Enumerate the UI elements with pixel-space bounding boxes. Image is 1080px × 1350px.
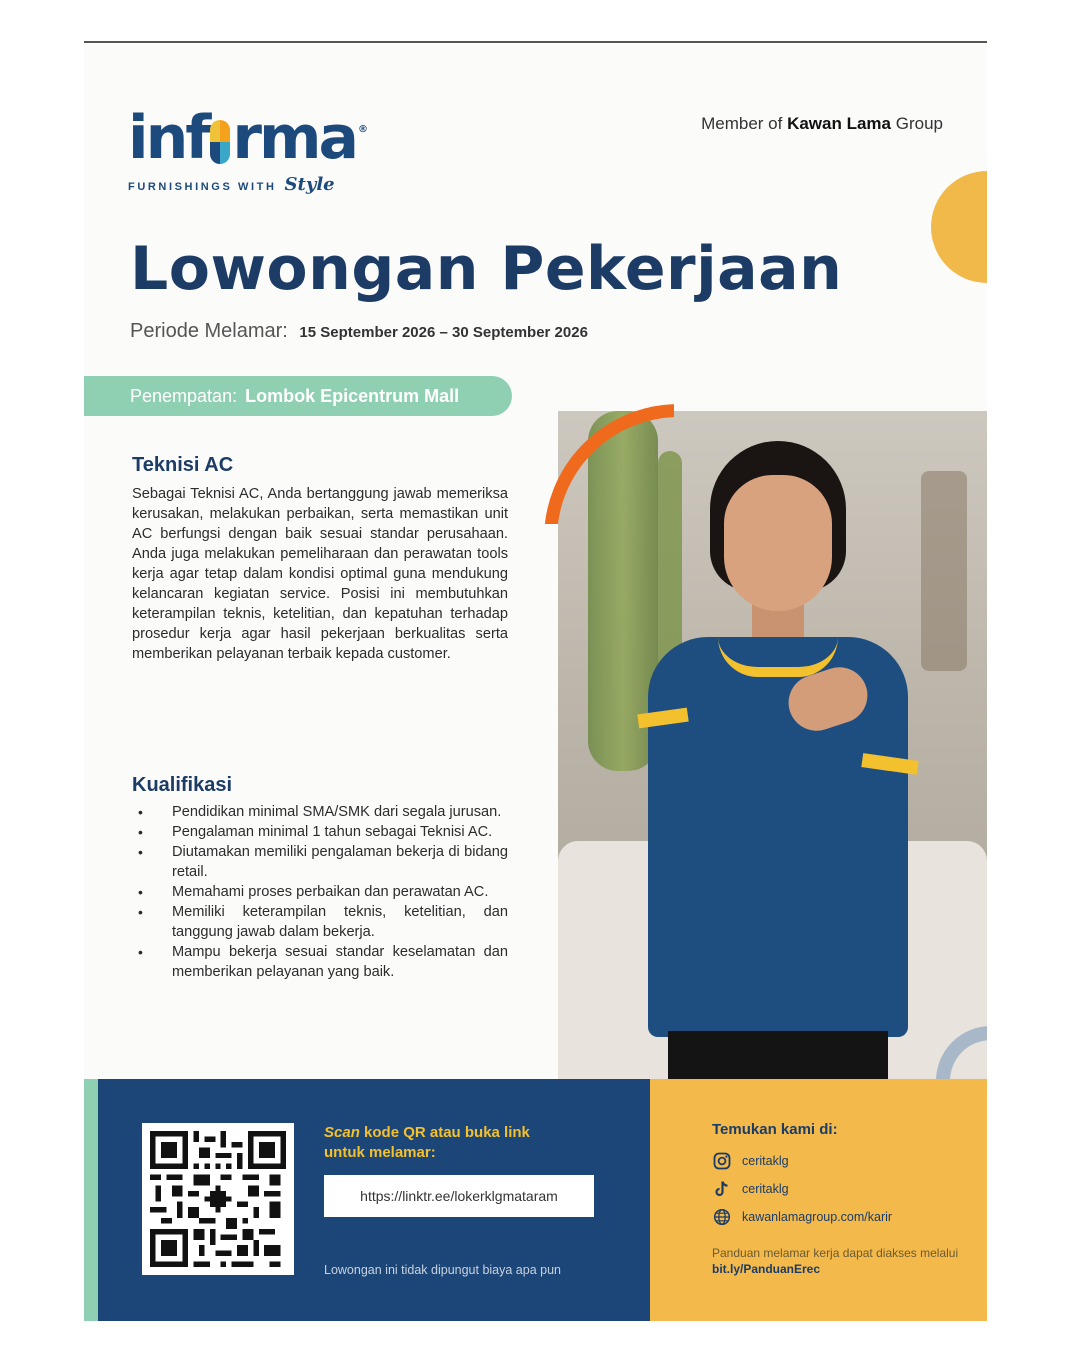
bullet: • [138,844,143,860]
qualification-item [132,882,508,902]
job-poster [84,44,987,1321]
informa-logo [128,100,368,195]
guide-text: Panduan melamar kerja dapat diakses melalui [712,1246,959,1260]
placement-label: Penempatan: [130,385,238,406]
scan-rest: kode QR atau buka link untuk melamar: [324,1124,530,1161]
figure-pants [668,1031,888,1079]
logo-o-mark [210,120,230,164]
globe-icon [712,1207,732,1227]
qr-code[interactable] [142,1123,294,1275]
free-of-charge-note: Lowongan ini tidak dipungut biaya apa pun [324,1263,561,1277]
qualification-text: Pengalaman minimal 1 tahun sebagai Teknisi AC. [172,824,493,840]
job-title: Teknisi AC [132,454,234,476]
qualification-item [132,822,508,842]
qualification-item [132,842,508,882]
qualification-item [132,802,508,822]
qualifications-list [132,802,508,982]
logo-text-part1: inf [128,103,209,173]
application-period [130,320,588,343]
qualification-text: Pendidikan minimal SMA/SMK dari segala jurusan. [172,804,502,820]
logo-tagline: FURNISHINGS WITH [128,181,277,193]
tiktok-handle: ceritaklg [742,1182,789,1196]
footer [84,1079,987,1321]
placement-value: Lombok Epicentrum Mall [245,385,460,406]
footer-social-panel [650,1079,987,1321]
footer-apply-panel [98,1079,650,1321]
instagram-icon [712,1151,732,1171]
bullet: • [138,884,143,900]
figure-uniform [648,637,908,1037]
page-title: Lowongan Pekerjaan [130,234,843,304]
yellow-half-circle-decoration [931,171,987,283]
qualification-text: Memahami proses perbaikan dan perawatan AC. [172,884,489,900]
member-prefix: Member of [701,114,783,133]
guide-link[interactable]: bit.ly/PanduanErec [712,1262,821,1276]
scan-italic: Scan [324,1124,360,1141]
logo-text-part2: rma [232,103,356,173]
placement-banner [84,376,512,416]
application-guide [712,1245,962,1277]
tiktok-icon [712,1179,732,1199]
qualification-text: Mampu bekerja sesuai standar keselamatan dan memberikan pelayanan yang baik. [172,944,508,980]
qualification-text: Memiliki keterampilan teknis, ketelitian, dan tanggung jawab dalam bekerja. [172,904,508,940]
qualification-item [132,902,508,942]
qualification-item [132,942,508,982]
orange-arc-decoration [544,404,674,524]
qualification-text: Diutamakan memiliki pengalaman bekerja di bidang retail. [172,844,508,880]
footer-green-strip [84,1079,98,1321]
logo-style-script: Style [284,174,335,195]
bullet: • [138,904,143,920]
social-tiktok[interactable] [712,1179,789,1199]
employee-figure [638,441,918,1079]
member-suffix: Group [895,114,943,133]
instagram-handle: ceritaklg [742,1154,789,1168]
find-us-title: Temukan kami di: [712,1121,838,1138]
website-url: kawanlamagroup.com/karir [742,1210,893,1224]
scan-instruction [324,1123,564,1163]
qr-code-graphic [150,1131,286,1267]
job-description: Sebagai Teknisi AC, Anda bertanggung jawab memeriksa kerusakan, melakukan perbaikan, serta memastikan unit AC berfungsi dengan baik sesuai standar perusahaan. Anda juga melakukan pemeliharaan dan perawatan tools kerja agar tetap dalam kondisi optimal guna mendukung kelancaran kegiatan service. Posisi ini membutuhkan keterampilan teknis, ketelitian, dan kepatuhan terhadap prosedur kerja agar hasil pekerjaan berkualitas serta memberikan pelayanan terbaik kepada customer. [132,486,508,662]
bullet: • [138,804,143,820]
member-company: Kawan Lama [787,114,892,133]
qualifications-title: Kualifikasi [132,774,233,796]
figure-face [724,475,832,611]
logo-registered-mark: ® [358,124,368,135]
periode-label: Periode Melamar: [130,320,288,342]
background-shelf [921,471,967,671]
social-instagram[interactable] [712,1151,789,1171]
apply-link[interactable]: https://linktr.ee/lokerklgmataram [324,1175,594,1217]
bullet: • [138,824,143,840]
member-of-group [701,114,943,134]
periode-dates: 15 September 2026 – 30 September 2026 [299,324,588,341]
social-website[interactable] [712,1207,892,1227]
top-rule [84,41,987,43]
bullet: • [138,944,143,960]
